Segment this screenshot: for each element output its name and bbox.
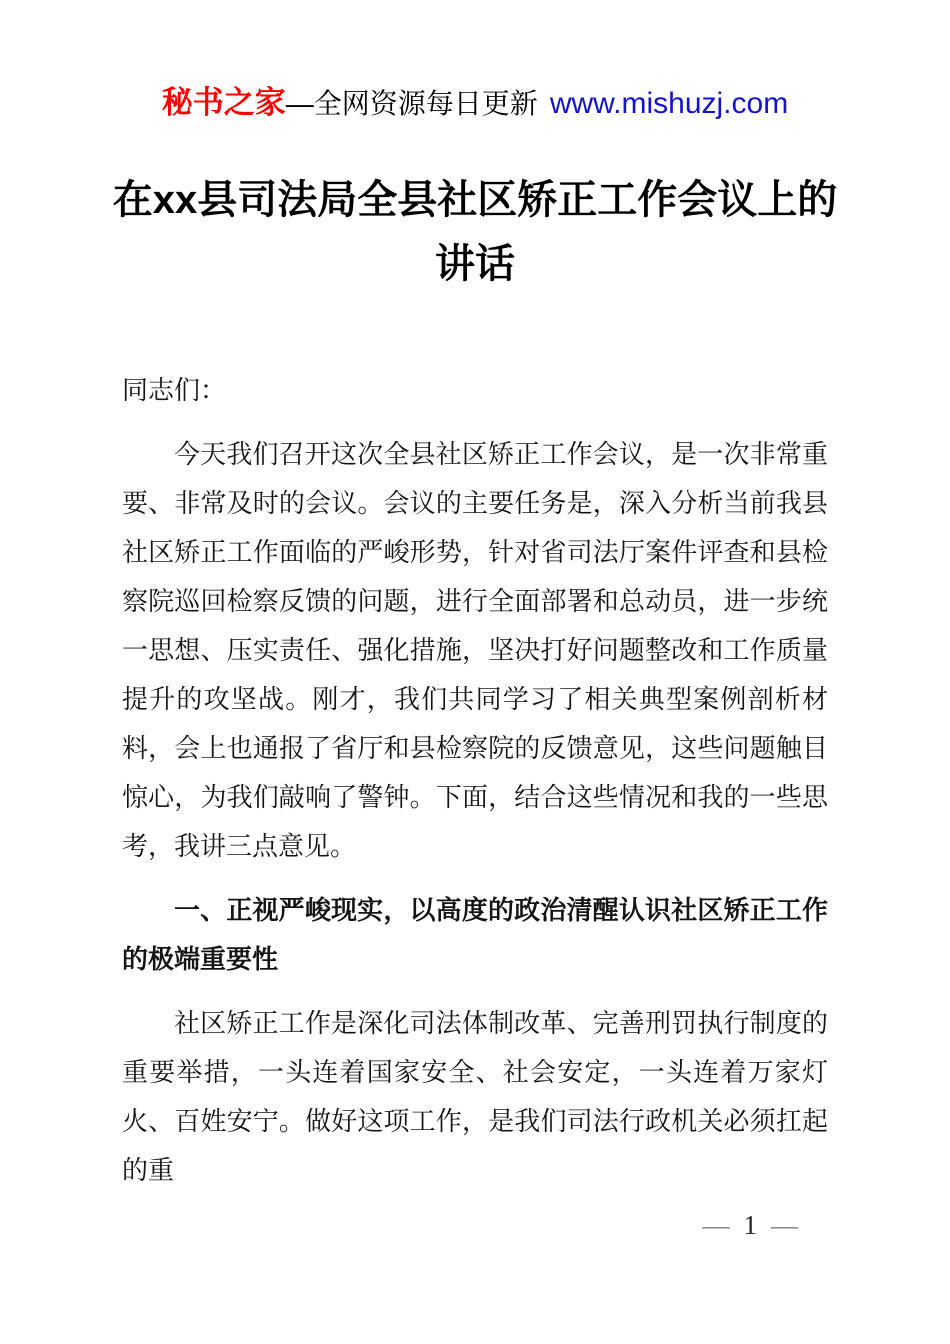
section-heading-1: 一、正视严峻现实，以高度的政治清醒认识社区矫正工作的极端重要性: [122, 895, 828, 974]
page-number-dash-left: —: [702, 1210, 730, 1240]
page-number: [703, 1210, 799, 1241]
paragraph-1: 今天我们召开这次全县社区矫正工作会议，是一次非常重要、非常及时的会议。会议的主要任务是，深入分析当前我县社区矫正工作面临的严峻形势，针对省司法厅案件评查和县检察院巡回检察反馈的问题，进行全面部署和总动员，进一步统一思想、压实责任、强化措施，坚决打好问题整改和工作质量提升的攻坚战。刚才，我们共同学习了相关典型案例剖析材料，会上也通报了省厅和县检察院的反馈意见，这些问题触目惊心，为我们敲响了警钟。下面，结合这些情况和我的一些思考，我讲三点意见。: [122, 439, 828, 861]
site-header: [0, 84, 950, 123]
document-title: [60, 168, 890, 296]
page-number-dash-right: —: [771, 1210, 798, 1240]
site-url-link[interactable]: www.mishuzj.com: [549, 87, 789, 120]
document-body: [122, 366, 828, 1195]
title-line-1: 在xx县司法局全县社区矫正工作会议上的: [112, 178, 838, 222]
title-line-2: 讲话: [435, 242, 515, 286]
page-number-value: 1: [743, 1210, 757, 1240]
brand-name: 秘书之家: [161, 85, 286, 120]
salutation: 同志们：: [122, 375, 227, 405]
header-tagline: —全网资源每日更新: [285, 88, 538, 119]
paragraph-2: 社区矫正工作是深化司法体制改革、完善刑罚执行制度的重要举措，一头连着国家安全、社会安定，一头连着万家灯火、百姓安宁。做好这项工作，是我们司法行政机关必须扛起的重: [122, 1008, 828, 1185]
